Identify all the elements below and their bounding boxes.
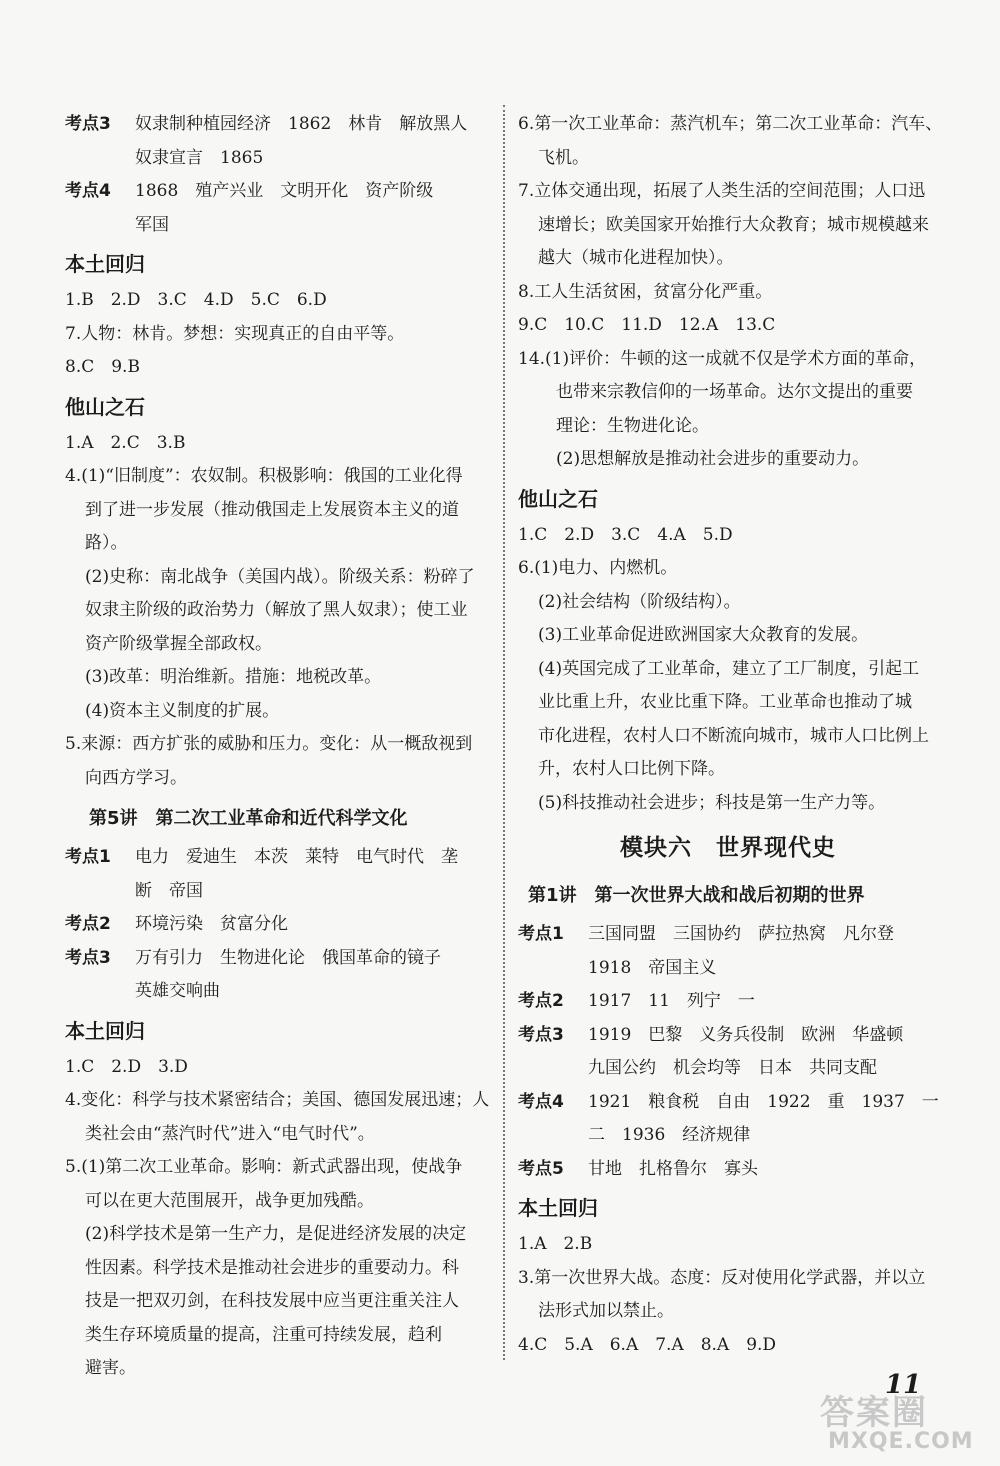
answer-line: 可以在更大范围展开，战争更加残酷。 xyxy=(85,1190,374,1211)
kaodian-text: 1919 巴黎 义务兵役制 欧洲 华盛顿 xyxy=(588,1024,904,1045)
lecture-title: 第1讲 第一次世界大战和战后初期的世界 xyxy=(528,885,865,906)
answer-line: 4.变化：科学与技术紧密结合；美国、德国发展迅速；人 xyxy=(65,1090,490,1110)
answer-line: 6.(1)电力、内燃机。 xyxy=(518,558,678,578)
kaodian-label: 考点1 xyxy=(518,924,564,944)
right-column xyxy=(518,108,943,1362)
kaodian-label: 考点3 xyxy=(65,947,111,968)
answer-line: 升，农村人口比例下降。 xyxy=(538,759,725,779)
kaodian-2 xyxy=(518,985,938,1019)
answer-line: (4)资本主义制度的扩展。 xyxy=(85,700,280,721)
answer-line: 速增长；欧美国家开始推行大众教育；城市规模越来 xyxy=(538,214,929,235)
kaodian-text: 1918 帝国主义 xyxy=(588,957,717,978)
kaodian-text: 英雄交响曲 xyxy=(135,981,220,1001)
answer-line: 资产阶级掌握全部政权。 xyxy=(85,633,272,654)
kaodian-text: 二 1936 经济规律 xyxy=(588,1125,751,1145)
answer-line: (3)工业革命促进欧洲国家大众教育的发展。 xyxy=(538,625,869,645)
kaodian-text: 环境污染 贫富分化 xyxy=(135,914,288,934)
answer-line: (2)思想解放是推动社会进步的重要动力。 xyxy=(556,449,870,469)
answer-line: 6.第一次工业革命：蒸汽机车；第二次工业革命：汽车、 xyxy=(518,114,943,134)
module-title: 模块六 世界现代史 xyxy=(620,835,836,861)
answer-line: 法形式加以禁止。 xyxy=(538,1301,674,1321)
answer-line: 避害。 xyxy=(85,1358,136,1378)
answer-line: (2)史称：南北战争（美国内战）。阶级关系：粉碎了 xyxy=(85,566,475,587)
answer-line: 理论：生物进化论。 xyxy=(556,415,709,436)
kaodian-text: 九国公约 机会均等 日本 共同支配 xyxy=(588,1058,877,1078)
kaodian-label: 考点4 xyxy=(518,1091,564,1112)
column-divider xyxy=(503,105,505,1360)
answer-line: 奴隶主阶级的政治势力（解放了黑人奴隶）；使工业 xyxy=(85,600,468,620)
answer-line: 8.工人生活贫困，贫富分化严重。 xyxy=(518,281,773,302)
watermark-logo xyxy=(820,1385,995,1460)
answer-line: (2)科学技术是第一生产力，是促进经济发展的决定 xyxy=(85,1224,467,1244)
answer-line: 到了进一步发展（推动俄国走上发展资本主义的道 xyxy=(85,499,459,520)
answer-line: 性因素。科学技术是推动社会进步的重要动力。科 xyxy=(85,1257,459,1278)
section-title-bentu: 本土回归 xyxy=(65,1018,145,1043)
answer-line: 1.A 2.B xyxy=(518,1234,593,1254)
answer-line: 也带来宗教信仰的一场革命。达尔文提出的重要 xyxy=(556,382,913,402)
answer-line: 4.(1)“旧制度”：农奴制。积极影响：俄国的工业化得 xyxy=(65,466,463,486)
kaodian-text: 甘地 扎格鲁尔 寡头 xyxy=(588,1158,758,1179)
kaodian-text: 奴隶制种植园经济 1862 林肯 解放黑人 xyxy=(135,114,468,134)
kaodian-text: 三国同盟 三国协约 萨拉热窝 凡尔登 xyxy=(588,924,894,944)
answer-line: 5.(1)第二次工业革命。影响：新式武器出现，使战争 xyxy=(65,1157,463,1177)
answer-line: (2)社会结构（阶级结构）。 xyxy=(538,591,741,612)
page-number: 11 xyxy=(885,1370,922,1400)
kaodian-text: 1868 殖产兴业 文明开化 资产阶级 xyxy=(135,181,434,201)
kaodian-label: 考点2 xyxy=(518,991,564,1011)
kaodian-3 xyxy=(518,1019,938,1086)
kaodian-3 xyxy=(65,942,490,1009)
kaodian-4 xyxy=(518,1086,938,1153)
watermark-text: 答案圈 xyxy=(820,1393,928,1433)
answer-line: 路）。 xyxy=(85,533,128,553)
answer-line: 4.C 5.A 6.A 7.A 8.A 9.D xyxy=(518,1334,777,1355)
section-title-tashan: 他山之石 xyxy=(518,486,598,511)
answer-line: (4)英国完成了工业革命，建立了工厂制度，引起工 xyxy=(538,658,920,679)
kaodian-label: 考点3 xyxy=(518,1024,564,1045)
watermark-url: MXQE.COM xyxy=(828,1429,974,1454)
lecture-title: 第5讲 第二次工业革命和近代科学文化 xyxy=(89,808,408,829)
kaodian-text: 万有引力 生物进化论 俄国革命的镜子 xyxy=(135,947,441,968)
kaodian-4 xyxy=(65,175,490,242)
kaodian-5 xyxy=(518,1153,938,1187)
answer-line: 类生存环境质量的提高，注重可持续发展，趋利 xyxy=(85,1324,442,1345)
answer-line: 越大（城市化进程加快）。 xyxy=(538,248,734,268)
answer-line: 向西方学习。 xyxy=(85,767,187,788)
kaodian-label: 考点3 xyxy=(65,114,111,134)
answer-line: 14.(1)评价：牛顿的这一成就不仅是学术方面的革命， xyxy=(518,348,927,369)
kaodian-text: 1917 11 列宁 一 xyxy=(588,991,755,1011)
answer-line: 7.人物：林肯。梦想：实现真正的自由平等。 xyxy=(65,323,405,344)
section-title-tashan: 他山之石 xyxy=(65,394,145,419)
answer-line: 市化进程，农村人口不断流向城市，城市人口比例上 xyxy=(538,725,929,746)
left-column xyxy=(65,108,490,1386)
kaodian-text: 奴隶宣言 1865 xyxy=(135,147,264,168)
kaodian-3 xyxy=(65,108,490,175)
kaodian-label: 考点5 xyxy=(518,1158,564,1179)
answer-line: 1.C 2.D 3.D xyxy=(65,1056,188,1077)
section-title-bentu: 本土回归 xyxy=(518,1196,598,1220)
answer-line: (3)改革：明治维新。措施：地税改革。 xyxy=(85,667,382,687)
answer-line: 业比重上升，农业比重下降。工业革命也推动了城 xyxy=(538,692,912,712)
kaodian-2 xyxy=(65,908,490,942)
answer-line: 7.立体交通出现，拓展了人类生活的空间范围；人口迅 xyxy=(518,181,926,201)
answer-line: 8.C 9.B xyxy=(65,357,140,377)
kaodian-text: 1921 粮食税 自由 1922 重 1937 一 xyxy=(588,1091,939,1112)
answer-line: (5)科技推动社会进步；科技是第一生产力等。 xyxy=(538,792,886,813)
answer-line: 5.来源：西方扩张的威胁和压力。变化：从一概敌视到 xyxy=(65,734,473,754)
kaodian-text: 军国 xyxy=(135,214,169,235)
kaodian-text: 电力 爱迪生 本茨 莱特 电气时代 垄 xyxy=(135,847,458,867)
kaodian-text: 断 帝国 xyxy=(135,880,203,901)
kaodian-1 xyxy=(65,841,490,908)
section-title-bentu: 本土回归 xyxy=(65,252,145,276)
kaodian-label: 考点1 xyxy=(65,847,111,867)
answer-line: 1.A 2.C 3.B xyxy=(65,432,186,453)
answer-line: 类社会由“蒸汽时代”进入“电气时代”。 xyxy=(85,1123,375,1144)
answer-line: 1.B 2.D 3.C 4.D 5.C 6.D xyxy=(65,290,327,310)
answer-line: 3.第一次世界大战。态度：反对使用化学武器，并以立 xyxy=(518,1267,926,1288)
kaodian-label: 考点2 xyxy=(65,914,111,934)
answer-line: 飞机。 xyxy=(538,147,589,168)
answer-line: 9.C 10.C 11.D 12.A 13.C xyxy=(518,315,776,335)
kaodian-1 xyxy=(518,918,938,985)
answer-line: 1.C 2.D 3.C 4.A 5.D xyxy=(518,524,733,545)
kaodian-label: 考点4 xyxy=(65,181,111,201)
answer-line: 技是一把双刃剑，在科技发展中应当更注重关注人 xyxy=(85,1291,459,1311)
